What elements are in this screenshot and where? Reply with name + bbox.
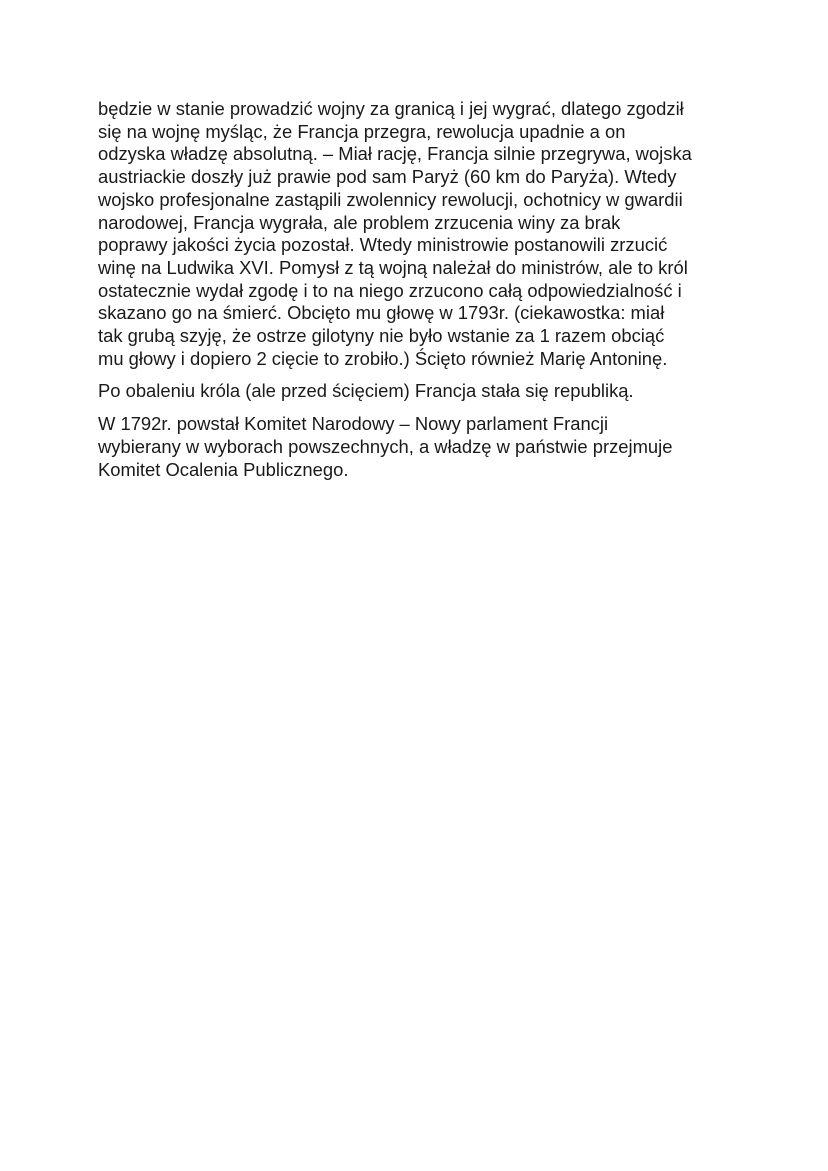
text-line: się na wojnę myśląc, że Francja przegra, rewolucja upadnie a on bbox=[98, 120, 626, 142]
text-line: austriackie doszły już prawie pod sam Paryż (60 km do Paryża). Wtedy bbox=[98, 166, 677, 188]
text-line: winę na Ludwika XVI. Pomysł z tą wojną należał do ministrów, ale to król bbox=[98, 256, 688, 278]
text-line: wybierany w wyborach powszechnych, a władzę w państwie przejmuje bbox=[98, 435, 673, 457]
text-line: W 1792r. powstał Komitet Narodowy – Nowy parlament Francji bbox=[98, 413, 609, 435]
text-line: Komitet Ocalenia Publicznego. bbox=[98, 458, 349, 480]
text-line: będzie w stanie prowadzić wojny za granicą i jej wygrać, dlatego zgodził bbox=[98, 98, 684, 119]
document-body bbox=[98, 98, 734, 491]
text-line: narodowej, Francja wygrała, ale problem zrzucenia winy za brak bbox=[98, 211, 621, 233]
text-line: mu głowy i dopiero 2 cięcie to zrobiło.) Ścięto również Marię Antoninę. bbox=[98, 347, 668, 369]
text-line: Po obaleniu króla (ale przed ścięciem) Francja stała się republiką. bbox=[98, 380, 634, 402]
text-line: poprawy jakości życia pozostał. Wtedy ministrowie postanowili zrzucić bbox=[98, 234, 668, 256]
paragraph-republic bbox=[98, 380, 734, 403]
text-line: skazano go na śmierć. Obcięto mu głowę w 1793r. (ciekawostka: miał bbox=[98, 302, 665, 324]
text-line: tak grubą szyję, że ostrze gilotyny nie było wstanie za 1 razem obciąć bbox=[98, 325, 665, 347]
text-line: odzyska władzę absolutną. – Miał rację, Francja silnie przegrywa, wojska bbox=[98, 143, 692, 165]
text-line: wojsko profesjonalne zastąpili zwolennicy rewolucji, ochotnicy w gwardii bbox=[98, 188, 683, 210]
paragraph-national-committee bbox=[98, 413, 734, 481]
text-line: ostatecznie wydał zgodę i to na niego zrzucono całą odpowiedzialność i bbox=[98, 279, 682, 301]
paragraph-revolution-war bbox=[98, 98, 734, 370]
